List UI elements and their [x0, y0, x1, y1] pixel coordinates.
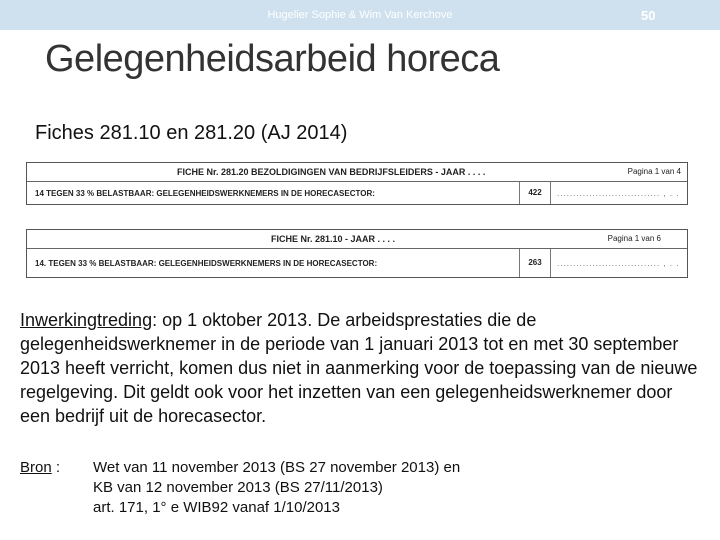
bron-separator: :	[51, 459, 61, 476]
bron-line: Wet van 11 november 2013 (BS 27 november 2013) en	[93, 459, 461, 476]
fiche-pagina: Pagina 1 van 4	[627, 167, 681, 176]
fiche-row-label: 14. TEGEN 33 % BELASTBAAR: GELEGENHEIDSWERKNEMERS IN DE HORECASECTOR:	[35, 259, 378, 268]
body-text: : op 1 oktober 2013. De arbeidsprestaties die de gelegenheidswerknemer in de periode van 1 januari 2013 tot en met 30 september 2013 heeft verricht, komen dus niet in aanmerking voor de toepassing van de nieuwe regelgeving. Dit geldt ook voor het inzetten van een gelegenheidswerknemer door een bedrijf uit de horecasector.	[20, 310, 698, 426]
fiche-row-code: 422	[519, 182, 551, 204]
fiche-row	[27, 249, 687, 277]
page-subtitle: Fiches 281.10 en 281.20 (AJ 2014)	[35, 122, 348, 144]
bron-lines	[93, 458, 460, 518]
body-paragraph	[20, 308, 700, 428]
bron-line: art. 171, 1° e WIB92 vanaf 1/10/2013	[93, 499, 340, 516]
bron-line: KB van 12 november 2013 (BS 27/11/2013)	[93, 479, 383, 496]
bron-label: Bron	[20, 459, 52, 476]
fiche-281-20-excerpt	[26, 162, 688, 205]
fiche-281-10-excerpt	[26, 229, 688, 278]
fiche-header	[27, 230, 687, 249]
fiche-row-code: 263	[519, 249, 551, 277]
author-line: Hugelier Sophie & Wim Van Kerchove	[267, 9, 453, 21]
fiche-row-label: 14 TEGEN 33 % BELASTBAAR: GELEGENHEIDSWERKNEMERS IN DE HORECASECTOR:	[35, 189, 375, 198]
body-label: Inwerkingtreding	[20, 310, 153, 330]
fiche-title: FICHE Nr. 281.20 BEZOLDIGINGEN VAN BEDRIJFSLEIDERS - JAAR . . . .	[177, 167, 486, 177]
fiche-pagina: Pagina 1 van 6	[607, 234, 661, 243]
page-title: Gelegenheidsarbeid horeca	[45, 38, 500, 80]
fiche-row-amount: ................................ , . .	[557, 259, 680, 268]
top-bar	[0, 0, 720, 30]
fiche-row	[27, 182, 687, 204]
fiche-header	[27, 163, 687, 182]
fiche-row-amount: ................................ , . .	[557, 189, 680, 198]
bron-label-wrap	[20, 458, 60, 478]
fiche-title: FICHE Nr. 281.10 - JAAR . . . .	[271, 234, 396, 244]
page-number: 50	[641, 8, 656, 23]
